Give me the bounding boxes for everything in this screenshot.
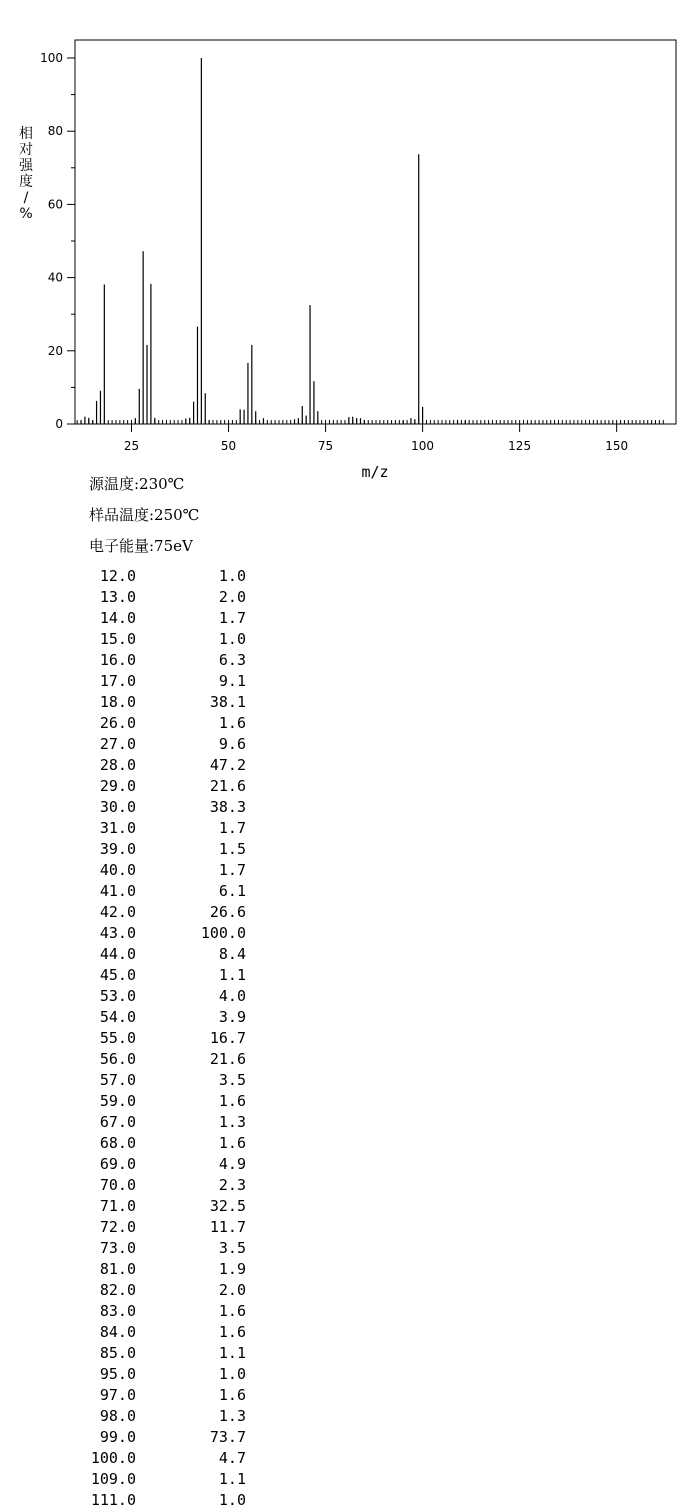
peak-mz: 81.0 xyxy=(99,1260,136,1278)
peak-mz: 56.0 xyxy=(99,1050,136,1068)
mass-spectrum-chart xyxy=(0,0,687,490)
peak-row xyxy=(0,1469,687,1490)
peak-mz: 59.0 xyxy=(99,1092,136,1110)
peak-abundance: 1.1 xyxy=(218,966,246,984)
peak-row xyxy=(0,1217,687,1238)
peak-row xyxy=(0,944,687,965)
peak-row xyxy=(0,629,687,650)
peak-abundance: 1.7 xyxy=(218,609,246,627)
x-axis-label: m/z xyxy=(361,463,389,481)
peak-row xyxy=(0,923,687,944)
peak-row xyxy=(0,1133,687,1154)
peak-row xyxy=(0,692,687,713)
peak-row xyxy=(0,1238,687,1259)
peak-row xyxy=(0,734,687,755)
peak-abundance: 2.0 xyxy=(218,588,246,606)
peak-row xyxy=(0,1490,687,1511)
peak-row xyxy=(0,818,687,839)
peak-row xyxy=(0,1322,687,1343)
peak-abundance: 2.0 xyxy=(218,1281,246,1299)
peak-abundance: 4.0 xyxy=(218,987,246,1005)
x-axis-ticks xyxy=(124,424,628,453)
peak-mz: 111.0 xyxy=(90,1491,136,1509)
peak-mz: 95.0 xyxy=(99,1365,136,1383)
peak-row xyxy=(0,881,687,902)
peak-mz: 31.0 xyxy=(99,819,136,837)
peak-row xyxy=(0,797,687,818)
peak-mz: 97.0 xyxy=(99,1386,136,1404)
peak-mz: 43.0 xyxy=(99,924,136,942)
peak-mz: 69.0 xyxy=(99,1155,136,1173)
peak-row xyxy=(0,1448,687,1469)
peak-abundance: 21.6 xyxy=(209,1050,246,1068)
peak-abundance: 1.6 xyxy=(218,1092,246,1110)
source-temperature: 源温度:230℃ xyxy=(89,475,185,493)
peak-row xyxy=(0,1007,687,1028)
peak-row xyxy=(0,1049,687,1070)
peak-abundance: 11.7 xyxy=(209,1218,246,1236)
peak-abundance: 9.1 xyxy=(218,672,246,690)
peak-row xyxy=(0,1028,687,1049)
peak-row xyxy=(0,1280,687,1301)
y-axis-label-char: 度 xyxy=(19,174,33,190)
peak-abundance: 38.1 xyxy=(209,693,246,711)
x-tick-label: 75 xyxy=(317,439,334,453)
peak-abundance: 1.6 xyxy=(218,1302,246,1320)
peak-abundance: 3.5 xyxy=(218,1239,246,1257)
peak-abundance: 1.6 xyxy=(218,1134,246,1152)
y-tick-label: 20 xyxy=(47,343,63,358)
y-axis-label xyxy=(19,125,34,222)
peak-abundance: 73.7 xyxy=(209,1428,246,1446)
peak-row xyxy=(0,1259,687,1280)
peak-mz: 39.0 xyxy=(99,840,136,858)
peak-mz: 71.0 xyxy=(99,1197,136,1215)
y-axis-label-char: / xyxy=(23,190,29,206)
peak-abundance: 4.9 xyxy=(218,1155,246,1173)
peak-row xyxy=(0,839,687,860)
peak-mz: 85.0 xyxy=(99,1344,136,1362)
peak-row xyxy=(0,755,687,776)
peak-mz: 99.0 xyxy=(99,1428,136,1446)
x-axis-minor-ticks xyxy=(77,420,663,424)
peak-mz: 45.0 xyxy=(99,966,136,984)
peak-abundance: 3.5 xyxy=(218,1071,246,1089)
peak-row xyxy=(0,902,687,923)
peak-mz: 55.0 xyxy=(99,1029,136,1047)
peak-table xyxy=(0,566,687,1511)
peak-abundance: 26.6 xyxy=(209,903,246,921)
peak-row xyxy=(0,671,687,692)
peak-abundance: 1.9 xyxy=(218,1260,246,1278)
peak-abundance: 1.5 xyxy=(218,840,246,858)
peak-row xyxy=(0,566,687,587)
peak-row xyxy=(0,1154,687,1175)
peak-mz: 72.0 xyxy=(99,1218,136,1236)
peak-abundance: 3.9 xyxy=(218,1008,246,1026)
peak-mz: 29.0 xyxy=(99,777,136,795)
x-tick-label: 100 xyxy=(411,439,435,453)
peak-mz: 14.0 xyxy=(99,609,136,627)
peak-abundance: 16.7 xyxy=(209,1029,246,1047)
x-tick-label: 50 xyxy=(220,439,237,453)
peak-mz: 42.0 xyxy=(99,903,136,921)
y-axis-ticks xyxy=(40,51,75,431)
peak-abundance: 1.0 xyxy=(218,567,246,585)
peak-mz: 84.0 xyxy=(99,1323,136,1341)
peak-mz: 27.0 xyxy=(99,735,136,753)
peak-row xyxy=(0,713,687,734)
peak-row xyxy=(0,650,687,671)
peak-mz: 67.0 xyxy=(99,1113,136,1131)
peak-abundance: 1.7 xyxy=(218,819,246,837)
peak-mz: 68.0 xyxy=(99,1134,136,1152)
peak-row xyxy=(0,860,687,881)
peak-abundance: 6.3 xyxy=(218,651,246,669)
peak-abundance: 1.3 xyxy=(218,1407,246,1425)
peak-abundance: 1.7 xyxy=(218,861,246,879)
peak-mz: 70.0 xyxy=(99,1176,136,1194)
peak-mz: 17.0 xyxy=(99,672,136,690)
peak-mz: 13.0 xyxy=(99,588,136,606)
peak-row xyxy=(0,1175,687,1196)
peak-abundance: 4.7 xyxy=(218,1449,246,1467)
peak-row xyxy=(0,1196,687,1217)
peak-mz: 28.0 xyxy=(99,756,136,774)
peak-abundance: 1.0 xyxy=(218,1491,246,1509)
peak-row xyxy=(0,965,687,986)
y-axis-label-char: 强 xyxy=(19,158,33,174)
peak-abundance: 1.6 xyxy=(218,714,246,732)
peak-abundance: 2.3 xyxy=(218,1176,246,1194)
peak-row xyxy=(0,1070,687,1091)
peak-row xyxy=(0,986,687,1007)
x-tick-label: 125 xyxy=(508,439,532,453)
peak-row xyxy=(0,1343,687,1364)
peak-abundance: 9.6 xyxy=(218,735,246,753)
peak-abundance: 38.3 xyxy=(209,798,246,816)
peak-row xyxy=(0,1091,687,1112)
peak-abundance: 32.5 xyxy=(209,1197,246,1215)
y-axis-label-char: 相 xyxy=(19,126,33,142)
peak-abundance: 21.6 xyxy=(209,777,246,795)
peak-row xyxy=(0,1364,687,1385)
peak-mz: 109.0 xyxy=(90,1470,136,1488)
peak-abundance: 1.6 xyxy=(218,1323,246,1341)
peak-row xyxy=(0,587,687,608)
peak-mz: 100.0 xyxy=(90,1449,136,1467)
peak-abundance: 1.1 xyxy=(218,1344,246,1362)
peak-abundance: 100.0 xyxy=(200,924,246,942)
peak-row xyxy=(0,776,687,797)
spectrum-bars xyxy=(81,58,465,424)
peak-abundance: 1.3 xyxy=(218,1113,246,1131)
x-tick-label: 150 xyxy=(605,439,629,453)
peak-abundance: 6.1 xyxy=(218,882,246,900)
y-axis-label-char: 对 xyxy=(19,142,33,158)
peak-abundance: 1.6 xyxy=(218,1386,246,1404)
y-tick-label: 60 xyxy=(47,197,63,212)
peak-row xyxy=(0,608,687,629)
peak-mz: 83.0 xyxy=(99,1302,136,1320)
peak-mz: 12.0 xyxy=(99,567,136,585)
y-tick-label: 0 xyxy=(55,417,63,431)
peak-row xyxy=(0,1427,687,1448)
peak-mz: 26.0 xyxy=(99,714,136,732)
y-tick-label: 100 xyxy=(40,51,63,65)
sample-temperature: 样品温度:250℃ xyxy=(89,506,200,524)
peak-mz: 40.0 xyxy=(99,861,136,879)
peak-row xyxy=(0,1385,687,1406)
peak-row xyxy=(0,1112,687,1133)
peak-abundance: 1.1 xyxy=(218,1470,246,1488)
peak-mz: 44.0 xyxy=(99,945,136,963)
peak-mz: 30.0 xyxy=(99,798,136,816)
peak-abundance: 47.2 xyxy=(209,756,246,774)
y-axis-label-char: % xyxy=(19,206,33,222)
peak-mz: 98.0 xyxy=(99,1407,136,1425)
peak-mz: 41.0 xyxy=(99,882,136,900)
peak-mz: 16.0 xyxy=(99,651,136,669)
peak-mz: 54.0 xyxy=(99,1008,136,1026)
peak-mz: 57.0 xyxy=(99,1071,136,1089)
peak-abundance: 8.4 xyxy=(218,945,246,963)
plot-frame xyxy=(75,40,676,424)
y-tick-label: 40 xyxy=(47,270,63,285)
peak-mz: 18.0 xyxy=(99,693,136,711)
x-tick-label: 25 xyxy=(123,439,140,453)
y-tick-label: 80 xyxy=(47,124,63,139)
peak-mz: 73.0 xyxy=(99,1239,136,1257)
peak-mz: 82.0 xyxy=(99,1281,136,1299)
peak-mz: 53.0 xyxy=(99,987,136,1005)
peak-abundance: 1.0 xyxy=(218,630,246,648)
peak-row xyxy=(0,1406,687,1427)
peak-abundance: 1.0 xyxy=(218,1365,246,1383)
peak-mz: 15.0 xyxy=(99,630,136,648)
electron-energy: 电子能量:75eV xyxy=(89,537,193,555)
peak-row xyxy=(0,1301,687,1322)
